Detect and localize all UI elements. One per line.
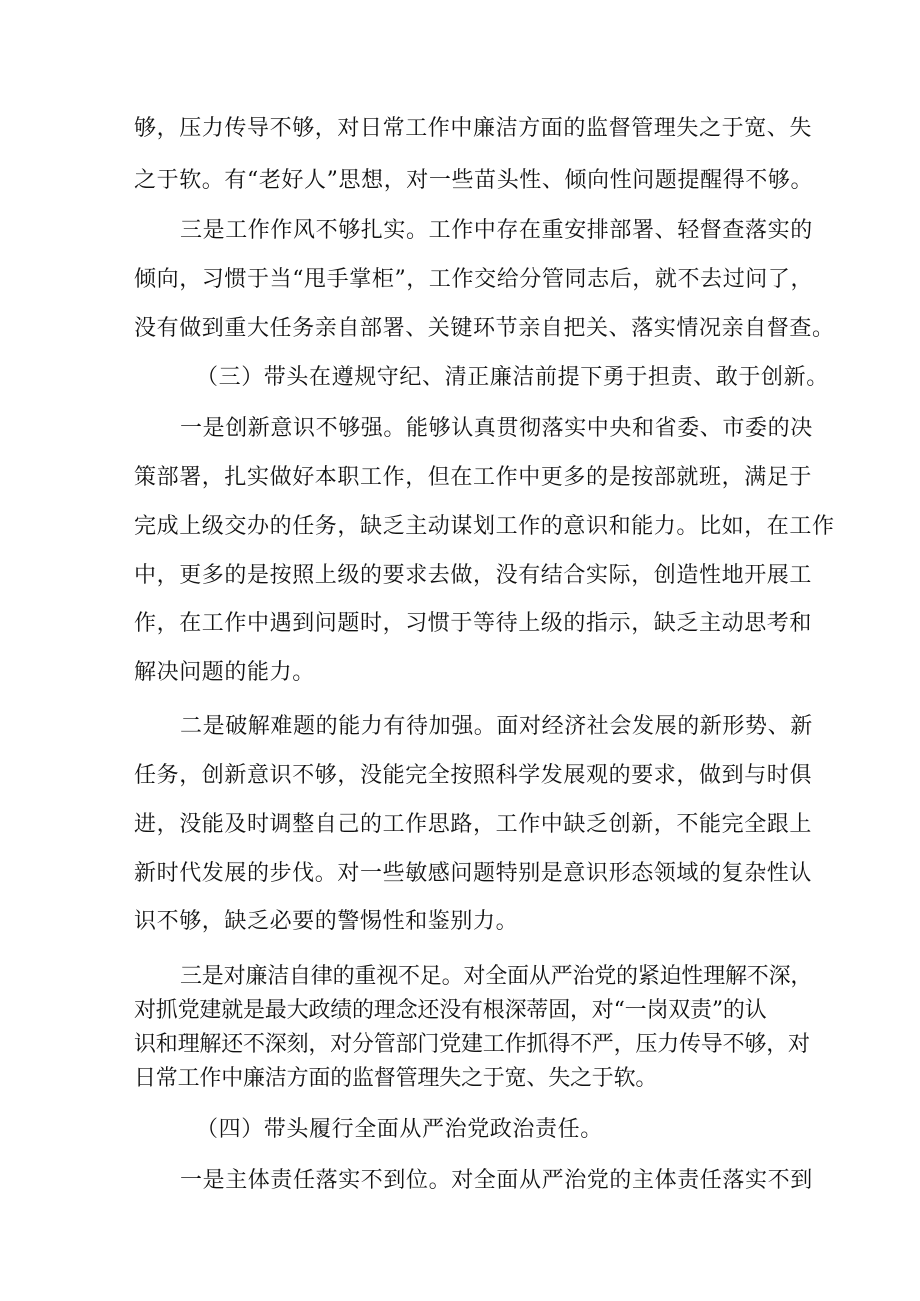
text-line: 够，压力传导不够，对日常工作中廉洁方面的监督管理失之于宽、失 bbox=[134, 116, 813, 141]
text-line: 新时代发展的步伐。对一些敏感问题特别是意识形态领域的复杂性认 bbox=[134, 861, 813, 886]
text-line: 识不够，缺乏必要的警惕性和鉴别力。 bbox=[134, 909, 519, 934]
text-line: 对抓党建就是最大政绩的理念还没有根深蒂固，对“一岗双责”的认 bbox=[134, 998, 767, 1023]
paragraph-line: 二是破解难题的能力有待加强。面对经济社会发展的新形势、新 bbox=[180, 714, 813, 739]
text-line: 进，没能及时调整自己的工作思路，工作中缺乏创新，不能完全跟上 bbox=[134, 812, 813, 837]
text-line: 倾向，习惯于当“甩手掌柜”，工作交给分管同志后，就不去过问了， bbox=[134, 267, 814, 292]
paragraph-line: 一是创新意识不够强。能够认真贯彻落实中央和省委、市委的决 bbox=[180, 416, 813, 441]
text-line: 之于软。有“老好人”思想，对一些苗头性、倾向性问题提醒得不够。 bbox=[134, 168, 814, 193]
text-line: 任务，创新意识不够，没能完全按照科学发展观的要求，做到与时俱 bbox=[134, 763, 813, 788]
text-line: 策部署，扎实做好本职工作，但在工作中更多的是按部就班，满足于 bbox=[134, 465, 813, 490]
section-heading: （三）带头在遵规守纪、清正廉洁前提下勇于担责、敢于创新。 bbox=[196, 365, 829, 390]
text-line: 中，更多的是按照上级的要求去做，没有结合实际，创造性地开展工 bbox=[134, 563, 813, 588]
paragraph-line: 三是工作作风不够扎实。工作中存在重安排部署、轻督查落实的 bbox=[180, 218, 813, 243]
text-line: 识和理解还不深刻，对分管部门党建工作抓得不严，压力传导不够，对 bbox=[134, 1032, 810, 1057]
text-line: 作，在工作中遇到问题时，习惯于等待上级的指示，缺乏主动思考和 bbox=[134, 611, 813, 636]
section-heading: （四）带头履行全面从严治党政治责任。 bbox=[196, 1117, 603, 1142]
text-line: 没有做到重大任务亲自部署、关键环节亲自把关、落实情况亲自督查。 bbox=[134, 316, 835, 341]
paragraph-line: 三是对廉洁自律的重视不足。对全面从严治党的紧迫性理解不深， bbox=[180, 964, 813, 989]
text-line: 解决问题的能力。 bbox=[134, 660, 315, 685]
text-line: 完成上级交办的任务，缺乏主动谋划工作的意识和能力。比如，在工作 bbox=[134, 514, 835, 539]
paragraph-line: 一是主体责任落实不到位。对全面从严治党的主体责任落实不到 bbox=[180, 1168, 813, 1193]
text-line: 日常工作中廉洁方面的监督管理失之于宽、失之于软。 bbox=[134, 1066, 658, 1091]
